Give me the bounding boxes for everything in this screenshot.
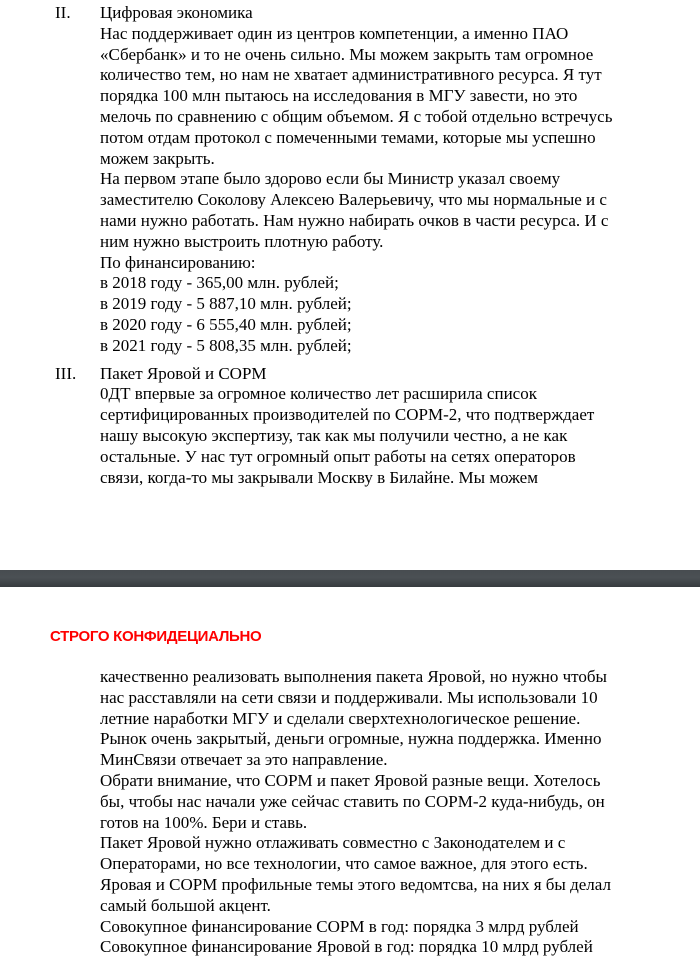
page-2-body	[100, 667, 665, 958]
text-line: нас расставляли на сети связи и поддерживали. Мы использовали 10	[100, 687, 598, 707]
text-line: летние наработки МГУ и сделали сверхтехнологическое решение.	[100, 708, 581, 728]
text-line: порядка 100 млн пытаюсь на исследования в МГУ завести, но это	[100, 86, 578, 106]
section-number: III.	[55, 363, 77, 383]
text-line: Совокупное финансирование Яровой в год: порядка 10 млрд рублей	[100, 937, 593, 957]
text-line: Совокупное финансирование СОРМ в год: порядка 3 млрд рублей	[100, 916, 579, 936]
text-line: ним нужно выстроить плотную работу.	[100, 231, 384, 251]
text-line: Пакет Яровой нужно отлаживать совместно с Законодателем и с	[100, 833, 566, 853]
text-line: На первом этапе было здорово если бы Министр указал своему	[100, 169, 561, 189]
section-number: II.	[55, 3, 71, 22]
section-spacer	[0, 357, 700, 364]
text-line: готов на 100%. Бери и ставь.	[100, 812, 308, 832]
section-ii	[0, 3, 700, 357]
text-line: МинСвязи отвечает за это направление.	[100, 750, 388, 770]
text-line: самый большой акцент.	[100, 895, 271, 915]
text-line: бы, чтобы нас начали уже сейчас ставить по СОРМ-2 куда-нибудь, он	[100, 791, 605, 811]
section-body	[100, 3, 665, 357]
section-body	[100, 364, 665, 489]
text-line: качественно реализовать выполнения пакета Яровой, но нужно чтобы	[100, 667, 607, 686]
text-line: остальные. У нас тут огромный опыт работы на сетях операторов	[100, 446, 576, 466]
text-line: 0ДТ впервые за огромное количество лет расширила список	[100, 384, 537, 404]
text-line: «Сбербанк» и то не очень сильно. Мы можем закрыть там огромное	[100, 44, 594, 64]
text-line: можем закрыть.	[100, 148, 215, 168]
text-line: Нас поддерживает один из центров компетенции, а именно ПАО	[100, 23, 569, 43]
text-line: мелочь по сравнению с общим объемом. Я с тобой отдельно встречусь	[100, 106, 613, 126]
page-break-bar	[0, 570, 700, 587]
text-line: Яровая и СОРМ профильные темы этого ведомтсва, на них я бы делал	[100, 874, 611, 894]
text-line: Цифровая экономика	[100, 3, 253, 22]
text-line: в 2018 году - 365,00 млн. рублей;	[100, 273, 339, 293]
text-line: в 2021 году - 5 808,35 млн. рублей;	[100, 335, 352, 355]
text-line: потом отдам протокол с помеченными темами, которые мы успешно	[100, 127, 596, 147]
text-line: Рынок очень закрытый, деньги огромные, нужна поддержка. Именно	[100, 729, 602, 749]
page-1	[0, 3, 700, 488]
text-line: Обрати внимание, что СОРМ и пакет Яровой разные вещи. Хотелось	[100, 770, 601, 790]
text-line: связи, когда-то мы закрывали Москву в Билайне. Мы можем	[100, 467, 538, 487]
text-line: Пакет Яровой и СОРМ	[100, 363, 267, 383]
text-line: количество тем, но нам не хватает административного ресурса. Я тут	[100, 65, 602, 85]
section-iii	[0, 364, 700, 489]
text-line: По финансированию:	[100, 252, 256, 272]
text-line: Операторами, но все технологии, что самое важное, для этого есть.	[100, 854, 588, 874]
classification-header: СТРОГО КОНФИДЕЦИАЛЬНО	[50, 628, 262, 645]
text-line: в 2019 году - 5 887,10 млн. рублей;	[100, 294, 352, 314]
text-line: нашу высокую экспертизу, так как мы получили честно, а не как	[100, 425, 568, 445]
text-line: нами нужно работать. Нам нужно набирать очков в части ресурса. И с	[100, 210, 609, 230]
text-line: в 2020 году - 6 555,40 млн. рублей;	[100, 314, 352, 334]
text-line: заместителю Соколову Алексею Валерьевичу, что мы нормальные и с	[100, 190, 607, 210]
text-line: сертифицированных производителей по СОРМ-2, что подтверждает	[100, 405, 595, 425]
